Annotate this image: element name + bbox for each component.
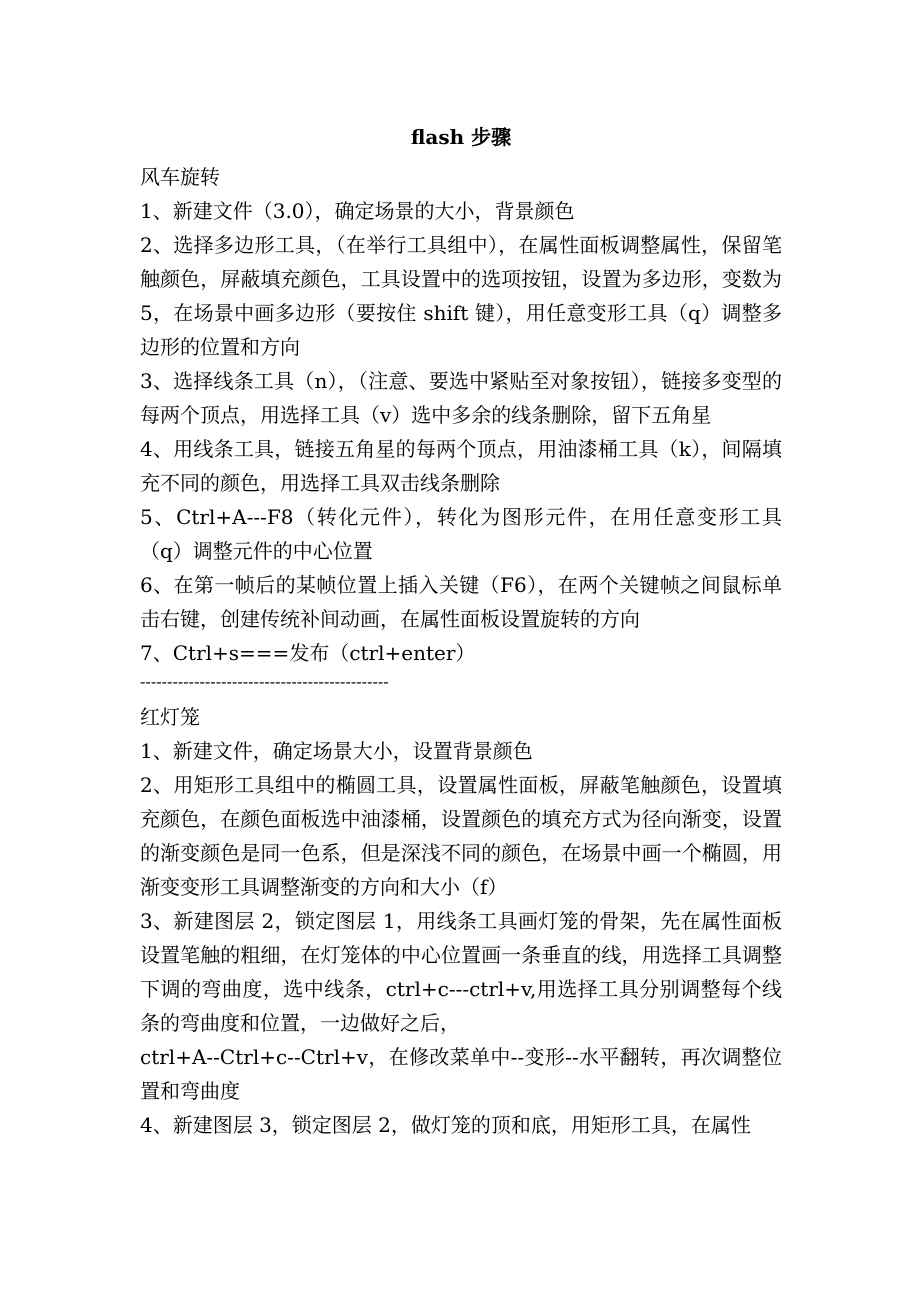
step-paragraph: 2、选择多边形工具，（在举行工具组中），在属性面板调整属性，保留笔触颜色，屏蔽填充颜色，工具设置中的选项按钮，设置为多边形，变数为 5，在场景中画多边形（要按住 shift 键），用任意变形工具（q）调整多边形的位置和方向 [140,233,789,359]
step-paragraph: ctrl+A--Ctrl+c--Ctrl+v，在修改菜单中--变形--水平翻转，再次调整位置和弯曲度 [140,1045,782,1103]
step-paragraph: 6、在第一帧后的某帧位置上插入关键（F6），在两个关键帧之间鼠标单击右键，创建传统补间动画，在属性面板设置旋转的方向 [140,573,782,631]
section-heading-red-lantern: 红灯笼 [140,705,200,729]
step-paragraph: 4、新建图层 3，锁定图层 2，做灯笼的顶和底，用矩形工具，在属性 [140,1113,751,1137]
step-paragraph: 1、新建文件（3.0），确定场景的大小，背景颜色 [140,199,575,223]
step-paragraph: 1、新建文件，确定场景大小，设置背景颜色 [140,739,533,763]
step-paragraph: 4、用线条工具，链接五角星的每两个顶点，用油漆桶工具（k），间隔填充不同的颜色，用选择工具双击线条删除 [140,437,782,495]
document-page [140,118,789,1142]
document-title: flash 步骤 [410,125,512,149]
step-paragraph: 3、新建图层 2，锁定图层 1，用线条工具画灯笼的骨架，先在属性面板设置笔触的粗细，在灯笼体的中心位置画一条垂直的线，用选择工具调整下调的弯曲度，选中线条，ctrl+c---ctrl+v,用选择工具分别调整每个线条的弯曲度和位置，一边做好之后， [140,909,782,1035]
step-paragraph: 3、选择线条工具（n），（注意、要选中紧贴至对象按钮），链接多变型的每两个顶点，用选择工具（v）选中多余的线条删除，留下五角星 [140,369,782,427]
step-paragraph: 7、Ctrl+s===发布（ctrl+enter） [140,641,476,665]
section-heading-windmill: 风车旋转 [140,165,220,189]
step-paragraph: 2、用矩形工具组中的椭圆工具，设置属性面板，屏蔽笔触颜色，设置填充颜色，在颜色面板选中油漆桶，设置颜色的填充方式为径向渐变，设置的渐变颜色是同一色系，但是深浅不同的颜色，在场景中画一个椭圆，用渐变变形工具调整渐变的方向和大小（f） [140,773,782,899]
section-red-lantern [140,700,782,1142]
step-paragraph: 5、Ctrl+A---F8（转化元件），转化为图形元件，在用任意变形工具（q）调整元件的中心位置 [140,505,782,563]
section-windmill [140,160,789,670]
section-divider: ---------------------------------------------- [140,672,389,691]
